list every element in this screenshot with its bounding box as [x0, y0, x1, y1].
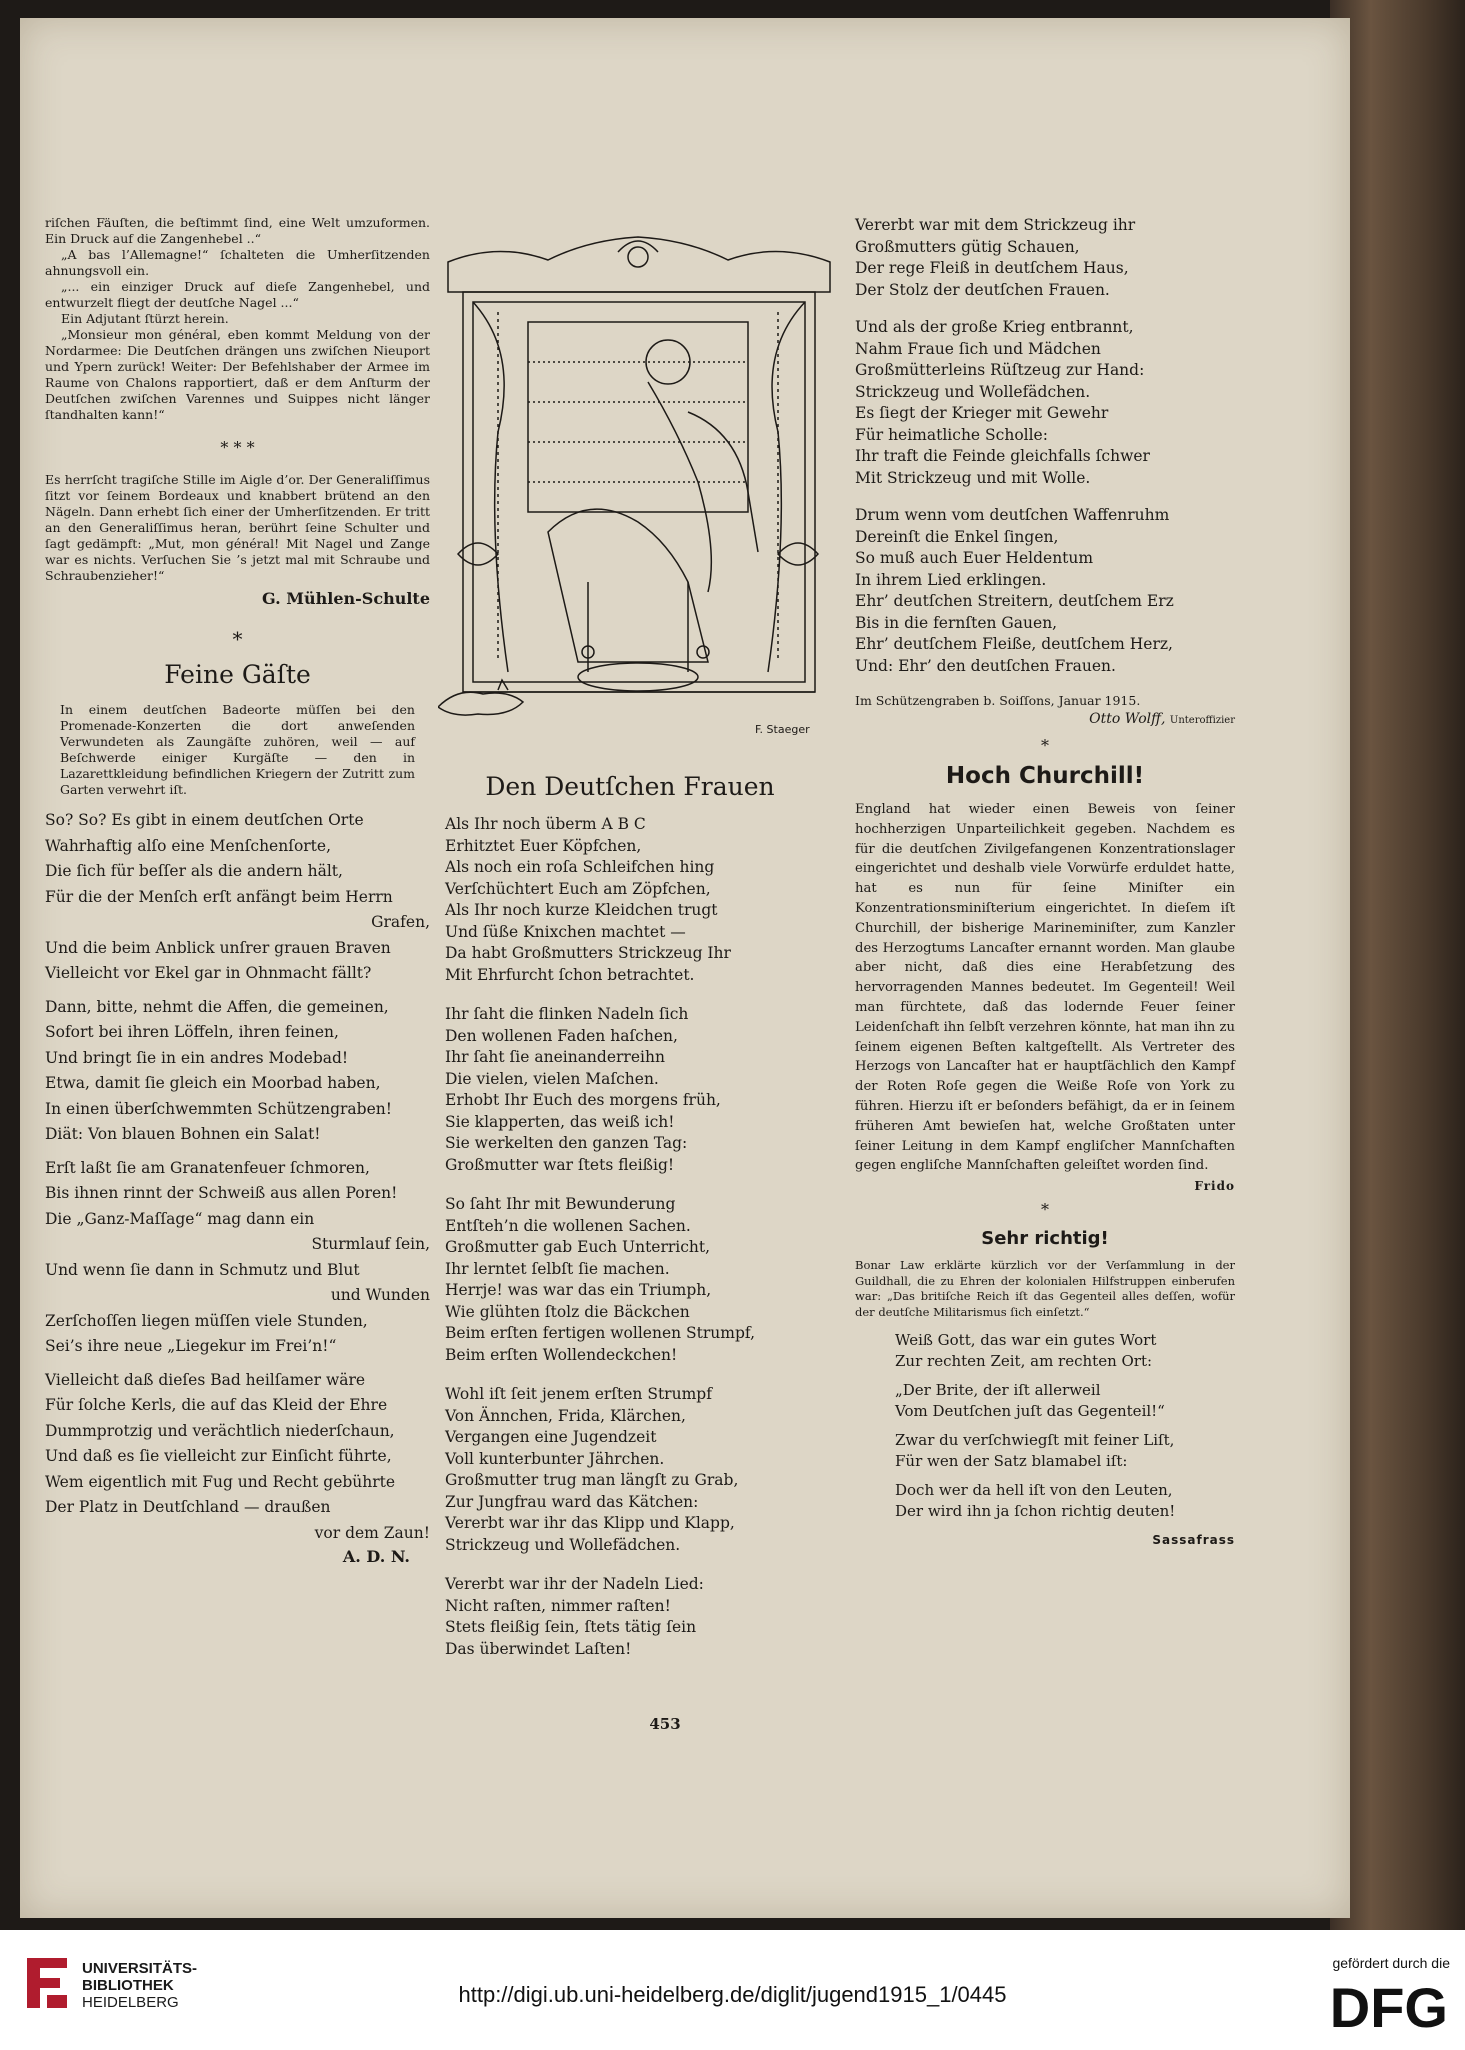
book-binding: [1330, 0, 1465, 1930]
illustration-knitting-grandmother: [438, 232, 840, 722]
poem-line: Und daß es ſie vielleicht zur Einſicht führte,: [45, 1447, 392, 1465]
poem-line: Der rege Fleiß in deutſchem Haus,: [855, 259, 1129, 277]
poem-line: Sie klapperten, das weiß ich!: [445, 1112, 675, 1131]
poem-line: Vererbt war mit dem Strickzeug ihr: [855, 216, 1136, 234]
article-title: Hoch Churchill!: [945, 763, 1145, 789]
poem-title: Sehr richtig!: [981, 1228, 1109, 1250]
poem-line: Den wollenen Faden haſchen,: [445, 1026, 678, 1045]
poem-line: Weiß Gott, das war ein gutes Wort: [895, 1331, 1157, 1350]
poem-stanza: [895, 1380, 1235, 1422]
poem-line: Sofort bei ihren Löffeln, ihren feinen,: [45, 1023, 339, 1041]
poem-line: Die vielen, vielen Maſchen.: [445, 1069, 659, 1088]
article-author: G. Mühlen-Schulte: [262, 589, 430, 608]
poem-line: Vererbt war ihr das Klipp und Klapp,: [445, 1514, 735, 1532]
poem-line: Wem eigentlich mit Fug und Recht gebührte: [45, 1472, 396, 1491]
poem-lead: Bonar Law erklärte kürzlich vor der Verſammlung in der Guildhall, die zu Ehren der kolonialen Hilfstruppen einberufen war: „Das britiſche Reich iſt das Gegenteil alles deſſen, wofür der deutſche Militarismus ſich einſetzt.“: [855, 1258, 1235, 1319]
poem-title: Feine Gäſte: [164, 660, 311, 689]
poem-stanza: [895, 1330, 1235, 1372]
poem-line: Als Ihr noch überm A B C: [445, 815, 646, 833]
poem-line: Nicht raſten, nimmer raſten!: [445, 1596, 671, 1615]
poem-line: Sei’s ihre neue „Liegekur im Frei’n!“: [45, 1337, 337, 1355]
poem-line: Herrje! was war das ein Triumph,: [445, 1281, 712, 1299]
poem-line: Ihr ſaht ſie aneinanderreihn: [445, 1048, 665, 1066]
poem-stanza: [895, 1480, 1235, 1522]
poem-line: Ehr’ deutſchen Streitern, deutſchem Erz: [855, 592, 1174, 610]
poem-line: Vielleicht daß dieſes Bad heilſamer wäre: [45, 1370, 366, 1389]
poem-line: Doch wer da hell iſt von den Leuten,: [895, 1481, 1173, 1500]
poem-line: Für wen der Satz blamabel iſt:: [895, 1452, 1128, 1471]
poem-line: Ihr ſaht die flinken Nadeln ſich: [445, 1005, 689, 1023]
poem-line: Drum wenn vom deutſchen Waffenruhm: [855, 506, 1170, 524]
poem-line: Es ſiegt der Krieger mit Gewehr: [855, 404, 1109, 422]
poem-line: Voll kunterbunter Jährchen.: [445, 1449, 665, 1468]
poem-place-date: Im Schützengraben b. Soiſſons, Januar 1915.: [855, 693, 1141, 708]
poem-line: Erſt laßt ſie am Granatenfeuer ſchmoren,: [45, 1158, 370, 1177]
funding-note: gefördert durch die: [1332, 1955, 1450, 1971]
page-number: 453: [649, 1715, 681, 1733]
poem-title: Den Deutſchen Frauen: [485, 772, 775, 801]
article-body: England hat wieder einen Beweis von ſeiner hochherzigen Unparteilichkeit gegeben. Nachdem es für die deutſchen Zivilgefangenen Konzentrationslager eingerichtet und deshalb viele Vorwürfe erduldet hatte, hat es nun für ſeine Miniſter ein Konzentrationsminiſterium eingerichtet. In dieſem iſt Churchill, der bisherige Marineminiſter, zum Kanzler des Herzogtums Lancaſter ernannt worden. Man glaube aber nicht, daß dies eine Herabſetzung des hervorragenden Mannes bedeutet. Im Gegenteil! Weil man fürchtete, daß das lodernde Feuer ſeiner Leidenſchaft ihn ſelbſt verzehren könnte, hat man ihn zu ſeinem eigenen Beſten kaltgeſtellt. Als Vertreter des Herzogs von Lancaſter hat er hauptſächlich den Kampf der Roten Roſe gegen die Weiße Roſe von York zu führen. Hierzu iſt er beſonders befähigt, da er in ſeinem früheren Amt bewieſen hat, welche Großtaten unter ſeiner Leitung in dem Kampf engliſcher Mannſchaften gegen engliſche Mannſchaften geleiſtet worden ſind.: [855, 802, 1235, 1174]
poem-line: Großmütterleins Rüſtzeug zur Hand:: [855, 361, 1145, 379]
poem-line: Vielleicht vor Ekel gar in Ohnmacht fällt?: [45, 964, 372, 982]
poem-stanza: [445, 1574, 815, 1660]
poem-line: Beim erſten Wollendeckchen!: [445, 1345, 678, 1364]
poem-line: Sturmlauf ſein,: [311, 1235, 430, 1253]
poem-line: Für heimatliche Scholle:: [855, 425, 1048, 444]
poem-line: Großmutters gütig Schauen,: [855, 237, 1080, 256]
poem-line: Nahm Fraue ſich und Mädchen: [855, 339, 1101, 358]
poem-line: Ehr’ deutſchem Fleiße, deutſchem Herz,: [855, 635, 1173, 653]
poem-line: So? So? Es gibt in einem deutſchen Orte: [45, 811, 364, 829]
poem-stanza: [895, 1430, 1235, 1472]
article-paragraph: „Monsieur mon général, eben kommt Meldung von der Nordarmee: Die Deutſchen drängen uns zwiſchen Nieuport und Ypern zurück! Weiter: Der Befehlshaber der Armee im Raume von Chalons rapportiert, daß er dem Anſturm der Deutſchen zwiſchen Varennes und Suippes nicht länger ſtandhalten kann!“: [45, 327, 430, 422]
poem-line: Großmutter trug man längſt zu Grab,: [445, 1471, 739, 1489]
poem-line: Als noch ein roſa Schleifchen hing: [445, 858, 715, 876]
poem-line: In ihrem Lied erklingen.: [855, 570, 1047, 589]
poem-stanza: [445, 1004, 815, 1176]
poem-author: [855, 709, 1235, 731]
column-left: [45, 215, 430, 1567]
poem-body: [45, 808, 430, 1546]
article-paragraph: „A bas l’Allemagne!“ ſchalteten die Umherſitzenden ahnungsvoll ein.: [45, 247, 430, 278]
poem-line: Erhobt Ihr Euch des morgens früh,: [445, 1091, 721, 1109]
poem-line: Mit Ehrfurcht ſchon betrachtet.: [445, 965, 695, 984]
poem-line: Wie glühten ſtolz die Bäckchen: [445, 1302, 690, 1321]
poem-line: Zerſchoſſen liegen müſſen viele Stunden,: [45, 1311, 368, 1330]
poem-line: Zur rechten Zeit, am rechten Ort:: [895, 1352, 1153, 1371]
poem-line: So muß auch Euer Heldentum: [855, 549, 1094, 567]
separator-star: *: [1041, 1200, 1049, 1220]
poem-stanza: [445, 1194, 815, 1366]
poem-line: Und wenn ſie dann in Schmutz und Blut: [45, 1260, 360, 1279]
article-paragraph: riſchen Fäuſten, die beſtimmt ſind, eine Welt umzuformen. Ein Druck auf die Zangenhebel ..“: [45, 215, 430, 246]
poem-line: Bis ihnen rinnt der Schweiß aus allen Poren!: [45, 1184, 398, 1202]
poem-line: Und: Ehr’ den deutſchen Frauen.: [855, 656, 1116, 675]
poem-line: Ihr traft die Feinde gleichfalls ſchwer: [855, 447, 1150, 465]
article-continuation: [45, 215, 430, 423]
poem-line: So ſaht Ihr mit Bewunderung: [445, 1195, 676, 1213]
poem-line: Sie werkelten den ganzen Tag:: [445, 1134, 688, 1152]
poem-author: A. D. N.: [342, 1547, 410, 1566]
poem-body: [445, 814, 815, 1660]
poem-line: Wahrhaftig alſo eine Menſchenſorte,: [45, 836, 332, 855]
poem-line: Für ſolche Kerls, die auf das Kleid der Ehre: [45, 1396, 388, 1414]
poem-line: Und bringt ſie in ein andres Modebad!: [45, 1048, 349, 1067]
poem-line: Vom Deutſchen juſt das Gegenteil!“: [895, 1402, 1165, 1421]
poem-stanza: [445, 814, 815, 986]
poem-line: Die ſich für beſſer als die andern hält,: [45, 862, 343, 880]
poem-author: Sassafrass: [1152, 1533, 1235, 1548]
poem-line: vor dem Zaun!: [314, 1523, 430, 1542]
library-line: BIBLIOTHEK: [82, 1977, 174, 1994]
poem-body: [855, 1330, 1235, 1522]
author-name: Otto Wolff,: [1089, 711, 1166, 727]
poem-stanza: [855, 317, 1235, 489]
poem-line: Strickzeug und Wollefädchen.: [445, 1535, 681, 1554]
poem-line: Für die der Menſch erſt anfängt beim Herrn: [45, 887, 393, 906]
poem-line: Diät: Von blauen Bohnen ein Salat!: [45, 1125, 321, 1143]
poem-line: Und ſüße Knixchen machtet —: [445, 922, 686, 941]
poem-line: Verſchüchtert Euch am Zöpfchen,: [445, 879, 711, 898]
article-author: Frido: [1194, 1179, 1235, 1194]
poem-line: Zwar du verſchwiegſt mit feiner Liſt,: [895, 1431, 1175, 1450]
author-rank: Unteroffizier: [1169, 715, 1235, 726]
illustration-caption: F. Staeger: [755, 723, 810, 736]
poem-line: Beim erſten fertigen wollenen Strumpf,: [445, 1324, 756, 1342]
poem-line: Entſteh’n die wollenen Sachen.: [445, 1216, 691, 1235]
poem-line: Etwa, damit ſie gleich ein Moorbad haben,: [45, 1074, 381, 1092]
poem-stanza: [855, 505, 1235, 677]
library-line: UNIVERSITÄTS-: [82, 1960, 198, 1977]
poem-stanza: [445, 1384, 815, 1556]
separator-star: *: [1041, 736, 1049, 755]
article-paragraph: „... ein einziger Druck auf dieſe Zangenhebel, und entwurzelt fliegt der deutſche Nagel ...“: [45, 279, 430, 310]
poem-line: Dereinſt die Enkel ſingen,: [855, 527, 1059, 546]
poem-stanza: [855, 215, 1235, 301]
poem-line: Ihr lerntet ſelbſt ſie machen.: [445, 1259, 670, 1278]
column-middle: [445, 770, 815, 1678]
poem-line: Von Ännchen, Frida, Klärchen,: [445, 1406, 686, 1425]
poem-line: Wohl iſt ſeit jenem erſten Strumpf: [445, 1385, 712, 1403]
poem-line: Erhitztet Euer Köpfchen,: [445, 836, 642, 855]
poem-line: Der Stolz der deutſchen Frauen.: [855, 280, 1110, 299]
column-right: [855, 215, 1235, 1551]
poem-line: Stets fleißig ſein, ſtets tätig ſein: [445, 1618, 697, 1636]
article-paragraph: Ein Adjutant ſtürzt herein.: [61, 311, 229, 326]
article-paragraph: Es herrſcht tragiſche Stille im Aigle d’or. Der Generaliſſimus ſitzt vor ſeinem Bordeaux und knabbert brütend an den Nägeln. Dann erhebt ſich einer der Umherſitzenden. Er tritt an den Generaliſſimus heran, berührt ſeine Schulter und ſagt gedämpft: „Mut, mon général! Mit Nagel und Zange war es nichts. Verſuchen Sie ’s jetzt mal mit Schraube und Schraubenzieher!“: [45, 472, 430, 583]
poem-line: Dann, bitte, nehmt die Affen, die gemeinen,: [45, 997, 389, 1016]
poem-line: Vererbt war ihr der Nadeln Lied:: [445, 1575, 704, 1593]
poem-lead: In einem deutſchen Badeorte müſſen bei den Promenade-Konzerten die dort anweſenden Verwundeten als Zaungäſte zuhören, weil — auf Beſchwerde einiger Kurgäſte — den in Lazarettkleidung befindlichen Kriegern der Zutritt zum Garten verwehrt iſt.: [60, 702, 415, 797]
poem-line: Mit Strickzeug und mit Wolle.: [855, 468, 1091, 487]
poem-line: Dummprotzig und verächtlich niederſchaun,: [45, 1421, 395, 1440]
separator-star: *: [232, 627, 243, 651]
poem-line: Zur Jungfrau ward das Kätchen:: [445, 1492, 699, 1511]
dfg-logo: [1300, 1975, 1450, 2035]
poem-line: Und als der große Krieg entbrannt,: [855, 318, 1134, 336]
poem-continuation: [855, 215, 1235, 677]
section-stars: * * *: [220, 438, 255, 457]
poem-line: Als Ihr noch kurze Kleidchen trugt: [445, 901, 718, 919]
poem-line: Da habt Großmutters Strickzeug Ihr: [445, 944, 731, 962]
poem-line: Grafen,: [371, 913, 430, 931]
poem-line: Vergangen eine Jugendzeit: [445, 1428, 657, 1446]
poem-line: Großmutter war ſtets fleißig!: [445, 1155, 675, 1174]
poem-line: Strickzeug und Wollefädchen.: [855, 382, 1091, 401]
poem-line: Das überwindet Laſten!: [445, 1639, 632, 1658]
library-line: HEIDELBERG: [82, 1994, 179, 2011]
poem-line: Und die beim Anblick unſrer grauen Braven: [45, 938, 391, 957]
poem-line: In einen überſchwemmten Schützengraben!: [45, 1099, 392, 1118]
poem-line: Der wird ihn ja ſchon richtig deuten!: [895, 1502, 1176, 1521]
poem-line: Bis in die fernſten Gauen,: [855, 613, 1058, 632]
document-url[interactable]: http://digi.ub.uni-heidelberg.de/diglit/jugend1915_1/0445: [458, 1982, 1007, 2007]
poem-line: Großmutter gab Euch Unterricht,: [445, 1238, 711, 1256]
poem-line: und Wunden: [330, 1286, 430, 1304]
dfg-logo-text: DFG: [1329, 1976, 1448, 2035]
poem-line: Die „Ganz-Maſſage“ mag dann ein: [45, 1209, 315, 1228]
poem-line: Der Platz in Deutſchland — draußen: [45, 1498, 331, 1516]
poem-line: „Der Brite, der iſt allerweil: [895, 1381, 1101, 1400]
